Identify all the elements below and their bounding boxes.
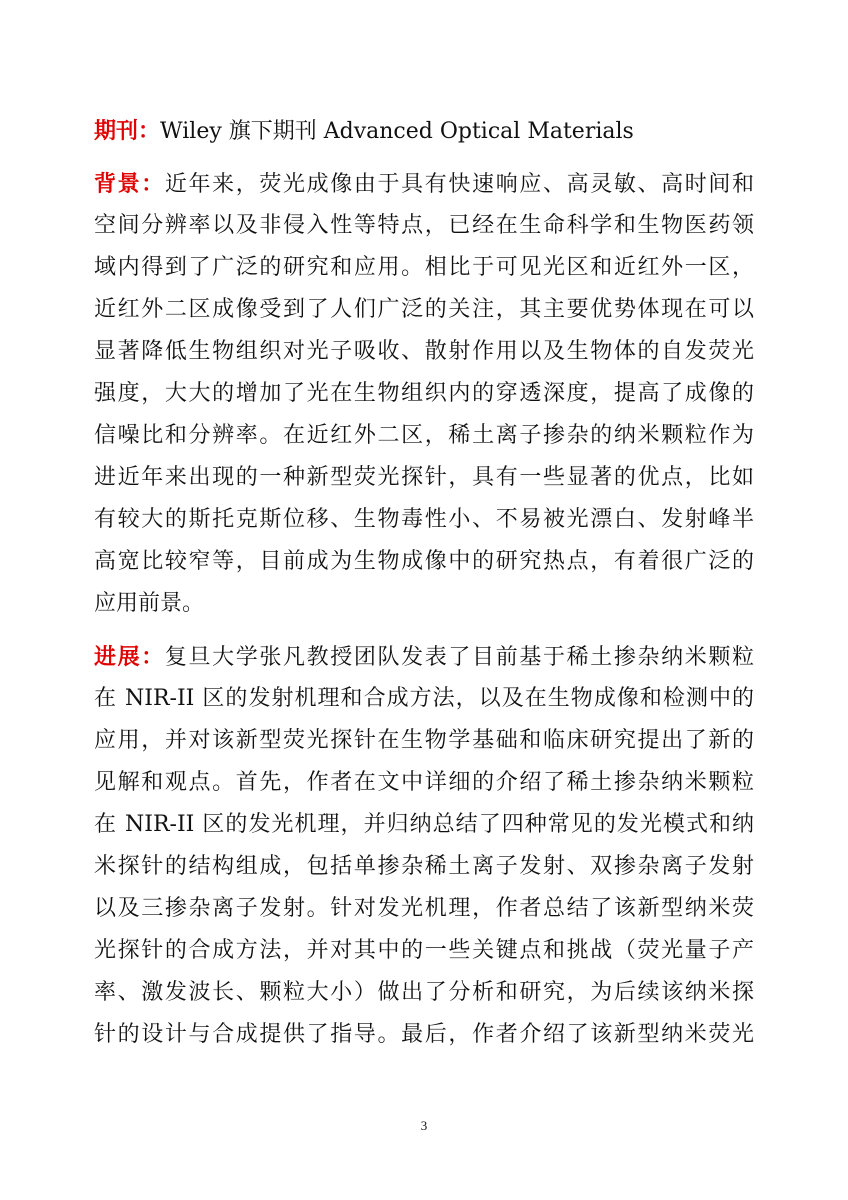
text-line: [94, 110, 754, 152]
text-line: 近红外二区成像受到了人们广泛的关注，其主要优势体现在可以: [94, 297, 754, 322]
text-line: 率、激发波长、颗粒大小）做出了分析和研究，为后续该纳米探: [94, 980, 754, 1005]
text-line: 在 NIR-II 区的发射机理和合成方法，以及在生物成像和检测中的: [94, 686, 754, 711]
article-body: [94, 110, 754, 1056]
text-line: 以及三掺杂离子发射。针对发光机理，作者总结了该新型纳米荧: [94, 896, 754, 921]
text-line: 信噪比和分辨率。在近红外二区，稀土离子掺杂的纳米颗粒作为: [94, 423, 754, 448]
background-paragraph: [94, 163, 754, 625]
text-line: 进近年来出现的一种新型荧光探针，具有一些显著的优点，比如: [94, 465, 754, 490]
journal-paragraph: [94, 110, 754, 152]
progress-label: 进展：: [94, 644, 165, 670]
text-line: 应用，并对该新型荧光探针在生物学基础和临床研究提出了新的: [94, 728, 754, 753]
text-line: 有较大的斯托克斯位移、生物毒性小、不易被光漂白、发射峰半: [94, 507, 754, 532]
line-text: 近年来，荧光成像由于具有快速响应、高灵敏、高时间和: [164, 172, 754, 197]
text-line: 米探针的结构组成，包括单掺杂稀土离子发射、双掺杂离子发射: [94, 854, 754, 879]
journal-text: Wiley 旗下期刊 Advanced Optical Materials: [160, 119, 634, 144]
text-line: 针的设计与合成提供了指导。最后，作者介绍了该新型纳米荧光: [94, 1022, 754, 1047]
text-line: [94, 163, 754, 205]
text-line: [94, 636, 754, 678]
text-line: 应用前景。: [94, 591, 205, 616]
text-line: 光探针的合成方法，并对其中的一些关键点和挑战（荧光量子产: [94, 938, 754, 963]
progress-paragraph: [94, 636, 754, 1056]
page-number: 3: [420, 1118, 428, 1133]
line-text: 复旦大学张凡教授团队发表了目前基于稀土掺杂纳米颗粒: [164, 645, 754, 670]
text-line: 空间分辨率以及非侵入性等特点，已经在生命科学和生物医药领: [94, 213, 754, 238]
text-line: 高宽比较窄等，目前成为生物成像中的研究热点，有着很广泛的: [94, 549, 754, 574]
background-label: 背景：: [94, 171, 165, 197]
text-line: 见解和观点。首先，作者在文中详细的介绍了稀土掺杂纳米颗粒: [94, 770, 754, 795]
text-line: 在 NIR-II 区的发光机理，并归纳总结了四种常见的发光模式和纳: [94, 812, 754, 837]
text-line: 显著降低生物组织对光子吸收、散射作用以及生物体的自发荧光: [94, 339, 754, 364]
text-line: 强度，大大的增加了光在生物组织内的穿透深度，提高了成像的: [94, 381, 754, 406]
text-line: 域内得到了广泛的研究和应用。相比于可见光区和近红外一区，: [94, 255, 754, 280]
journal-label: 期刊：: [94, 118, 161, 144]
